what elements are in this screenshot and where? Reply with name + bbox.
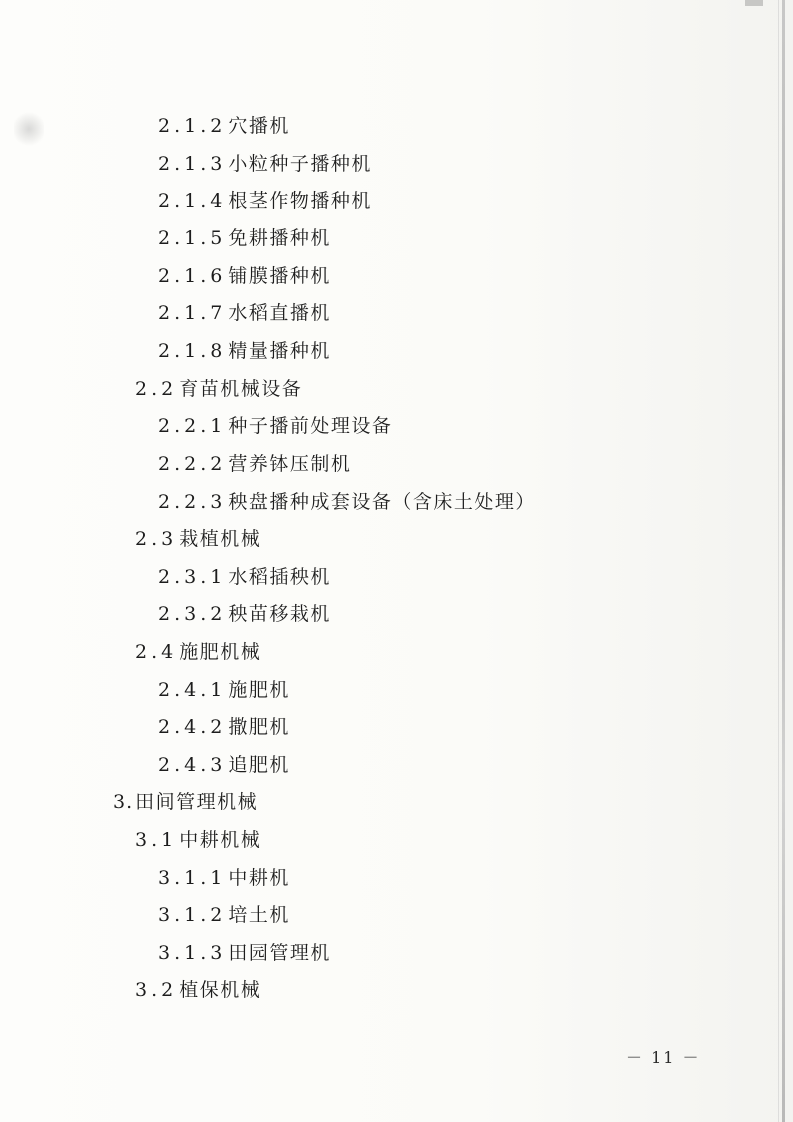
item-title: 植保机械 [179,979,262,1001]
item-number: 2.3.1 [158,566,227,588]
toc-line-2-2-2 [158,452,351,476]
toc-line-2-1-7 [158,301,331,325]
item-number: 2.1.2 [158,115,227,137]
toc-line-2-4-3 [158,753,290,777]
toc-line-3-2 [135,978,261,1002]
item-number: 2.4.1 [158,679,227,701]
item-title: 免耕播种机 [228,227,331,249]
item-title: 中耕机械 [179,829,262,851]
item-number: 2.4 [135,641,178,663]
toc-line-2-1-5 [158,226,331,250]
item-number: 2.4.3 [158,754,227,776]
item-number: 2.1.6 [158,265,227,287]
toc-line-2-2-3 [158,490,536,514]
toc-line-3 [113,790,258,814]
toc-line-3-1-2 [158,903,290,927]
toc-line-2-4-1 [158,678,290,702]
item-title: 秧苗移栽机 [228,603,331,625]
item-number: 2.2.2 [158,453,227,475]
scan-smudge [14,110,44,148]
item-title: 水稻插秧机 [228,566,331,588]
item-title: 田间管理机械 [135,791,259,813]
scan-edge-line [778,0,779,1122]
item-title: 小粒种子播种机 [228,153,372,175]
item-title: 秧盘播种成套设备（含床土处理） [228,491,536,513]
item-number: 2.4.2 [158,716,227,738]
scan-edge [782,0,785,1122]
item-title: 施肥机械 [179,641,262,663]
toc-line-3-1-1 [158,866,290,890]
toc-line-2-1-6 [158,264,331,288]
toc-line-2-4 [135,640,261,664]
item-number: 2.3.2 [158,603,227,625]
item-number: 2.2.1 [158,415,227,437]
toc-line-3-1 [135,828,261,852]
toc-line-3-1-3 [158,941,331,965]
item-number: 2.2.3 [158,491,227,513]
page-number: － 11 － [626,1048,701,1067]
toc-line-2-3-1 [158,565,331,589]
item-number: 2.1.8 [158,340,227,362]
item-number: 3.1.1 [158,867,227,889]
item-number: 3.1.2 [158,904,227,926]
item-title: 水稻直播机 [228,302,331,324]
item-title: 追肥机 [228,754,290,776]
item-number: 2.2 [135,378,178,400]
item-number: 3. [113,791,134,813]
toc-line-2-1-8 [158,339,331,363]
toc-line-2-1-2 [158,114,290,138]
item-title: 撒肥机 [228,716,290,738]
item-title: 施肥机 [228,679,290,701]
toc-line-2-1-4 [158,189,372,213]
item-number: 3.2 [135,979,178,1001]
toc-line-2-2-1 [158,414,392,438]
item-title: 营养钵压制机 [228,453,352,475]
item-number: 3.1.3 [158,942,227,964]
item-number: 2.1.5 [158,227,227,249]
toc-line-2-3 [135,527,261,551]
toc-line-2-2 [135,377,302,401]
toc-line-2-1-3 [158,152,372,176]
item-title: 中耕机 [228,867,290,889]
item-title: 田园管理机 [228,942,331,964]
item-title: 种子播前处理设备 [228,415,393,437]
item-number: 3.1 [135,829,178,851]
item-title: 穴播机 [228,115,290,137]
item-number: 2.1.7 [158,302,227,324]
item-title: 育苗机械设备 [179,378,303,400]
item-title: 栽植机械 [179,528,262,550]
toc-line-2-4-2 [158,715,290,739]
item-title: 根茎作物播种机 [228,190,372,212]
item-number: 2.1.4 [158,190,227,212]
item-number: 2.3 [135,528,178,550]
item-number: 2.1.3 [158,153,227,175]
item-title: 精量播种机 [228,340,331,362]
item-title: 培土机 [228,904,290,926]
scan-corner-mark [745,0,763,6]
item-title: 铺膜播种机 [228,265,331,287]
toc-line-2-3-2 [158,602,331,626]
